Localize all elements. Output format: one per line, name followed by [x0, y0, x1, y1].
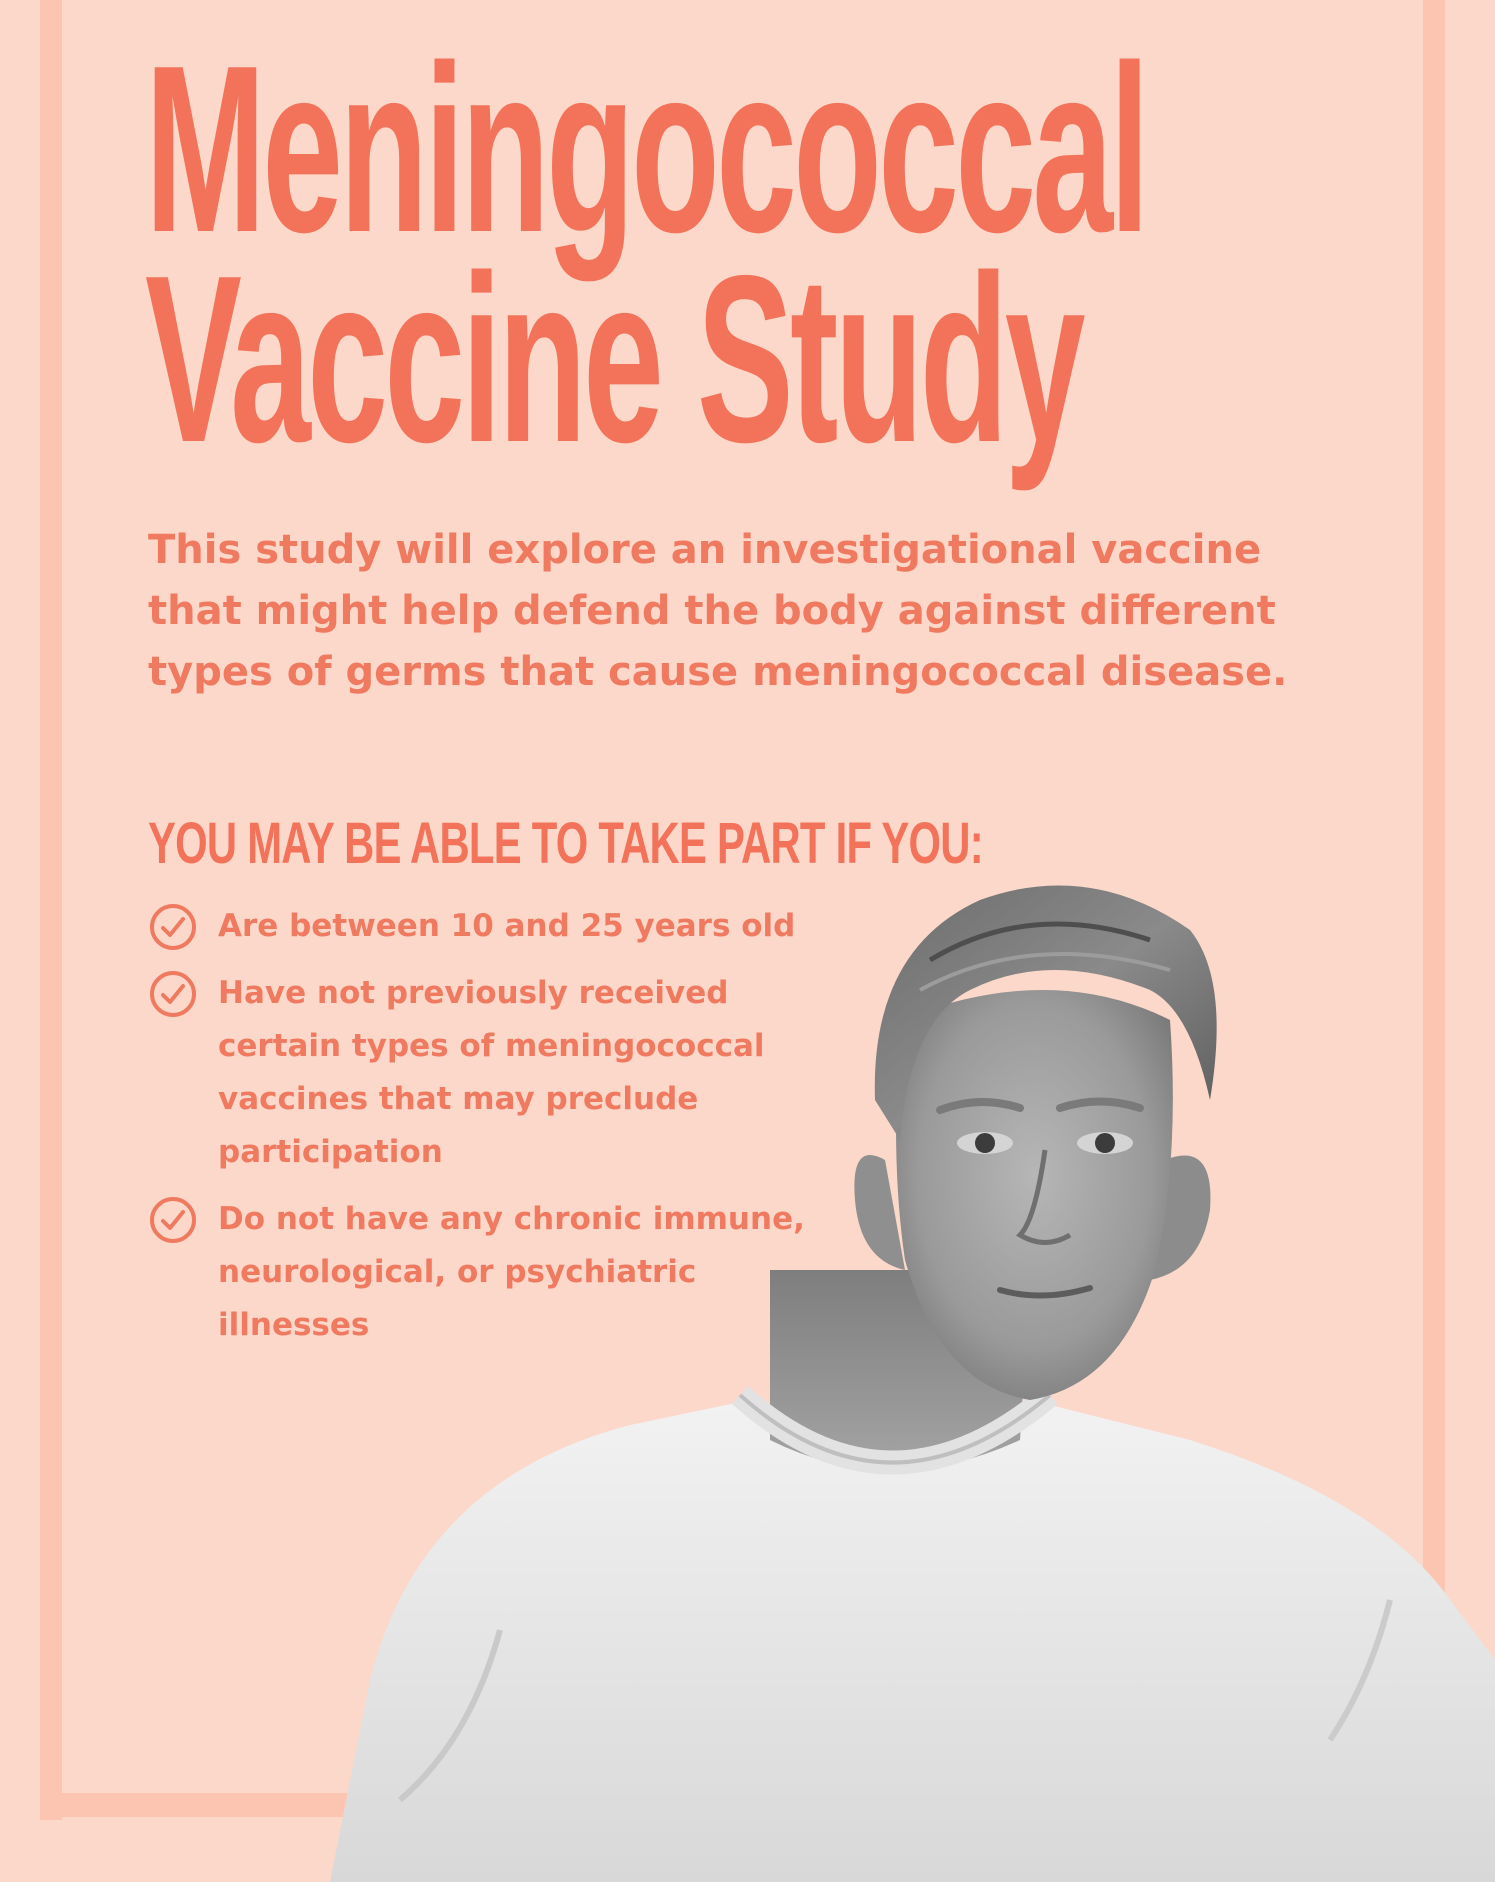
check-circle-icon	[148, 1195, 198, 1245]
check-circle-icon	[148, 902, 198, 952]
frame-border-left	[40, 0, 62, 1820]
check-circle-icon	[148, 969, 198, 1019]
page-title	[145, 17, 1375, 492]
eligibility-item-text: Do not have any chronic immune, neurological, or psychiatric illnesses	[218, 1201, 805, 1343]
eligibility-item-text: Have not previously received certain types of meningococcal vaccines that may preclude participation	[218, 975, 765, 1170]
intro-paragraph: This study will explore an investigational vaccine that might help defend the body against different types of germs that cause meningococcal disease.	[148, 527, 1288, 695]
portrait-photo	[330, 840, 1495, 1882]
eligibility-item-text: Are between 10 and 25 years old	[218, 908, 796, 944]
eligibility-heading: YOU MAY BE ABLE TO TAKE PART IF YOU:	[148, 811, 983, 876]
title-line-2: Vaccine Study	[145, 227, 1082, 492]
title-line-1: Meningococcal	[145, 17, 1147, 282]
